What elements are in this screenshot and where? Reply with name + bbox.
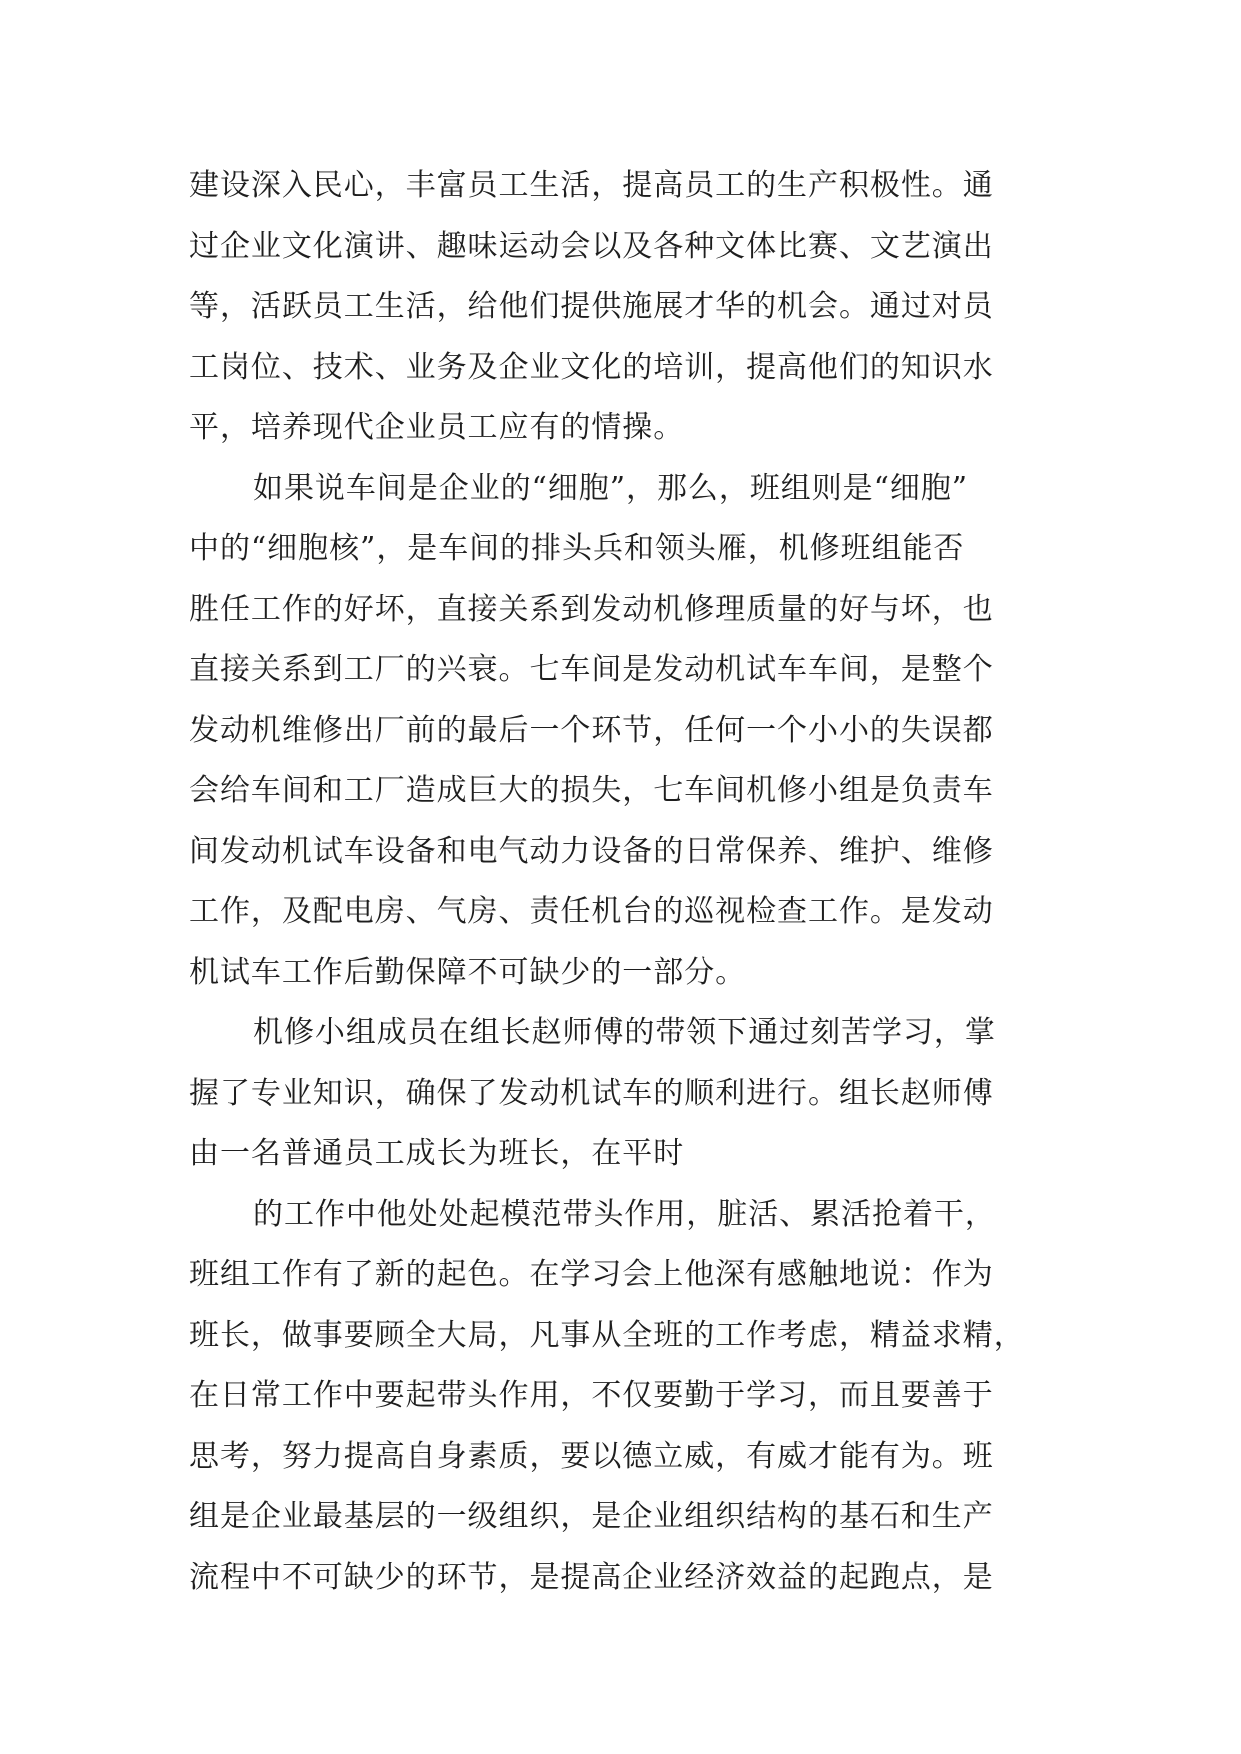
text-line: 班长，做事要顾全大局，凡事从全班的工作考虑，精益求精，	[189, 1317, 1025, 1353]
text-line: 思考，努力提高自身素质，要以德立威，有威才能有为。班	[189, 1438, 994, 1474]
text-line: 中的“细胞核”，是车间的排头兵和领头雁，机修班组能否	[189, 531, 965, 566]
text-line: 握了专业知识，确保了发动机试车的顺利进行。组长赵师傅	[189, 1075, 994, 1111]
paragraph-first-line: 的工作中他处处起模范带头作用，脏活、累活抢着干，	[253, 1196, 996, 1232]
text-line: 工岗位、技术、业务及企业文化的培训，提高他们的知识水	[189, 349, 994, 385]
text-line: 平，培养现代企业员工应有的情操。	[189, 410, 685, 445]
text-line: 过企业文化演讲、趣味运动会以及各种文体比赛、文艺演出	[189, 228, 994, 264]
text-line: 发动机维修出厂前的最后一个环节，任何一个小小的失误都	[189, 712, 994, 748]
text-line: 建设深入民心，丰富员工生活，提高员工的生产积极性。通	[189, 168, 994, 203]
text-line: 机试车工作后勤保障不可缺少的一部分。	[189, 954, 747, 990]
paragraph-first-line: 如果说车间是企业的“细胞”，那么，班组则是“细胞”	[253, 470, 969, 506]
text-line: 班组工作有了新的起色。在学习会上他深有感触地说：作为	[189, 1257, 994, 1292]
text-line: 直接关系到工厂的兴衰。七车间是发动机试车车间，是整个	[189, 652, 994, 687]
text-line: 间发动机试车设备和电气动力设备的日常保养、维护、维修	[189, 833, 994, 869]
paragraph-first-line: 机修小组成员在组长赵师傅的带领下通过刻苦学习，掌	[253, 1015, 996, 1050]
body-text	[189, 156, 1059, 1608]
text-line: 等，活跃员工生活，给他们提供施展才华的机会。通过对员	[189, 289, 994, 324]
text-line: 流程中不可缺少的环节，是提高企业经济效益的起跑点，是	[189, 1559, 994, 1595]
text-line: 会给车间和工厂造成巨大的损失，七车间机修小组是负责车	[189, 773, 994, 808]
text-line: 胜任工作的好坏，直接关系到发动机修理质量的好与坏，也	[189, 591, 994, 627]
text-line: 在日常工作中要起带头作用，不仅要勤于学习，而且要善于	[189, 1378, 994, 1413]
text-line: 组是企业最基层的一级组织，是企业组织结构的基石和生产	[189, 1499, 994, 1534]
text-line: 由一名普通员工成长为班长，在平时	[189, 1136, 685, 1171]
text-line: 工作，及配电房、气房、责任机台的巡视检查工作。是发动	[189, 894, 994, 929]
